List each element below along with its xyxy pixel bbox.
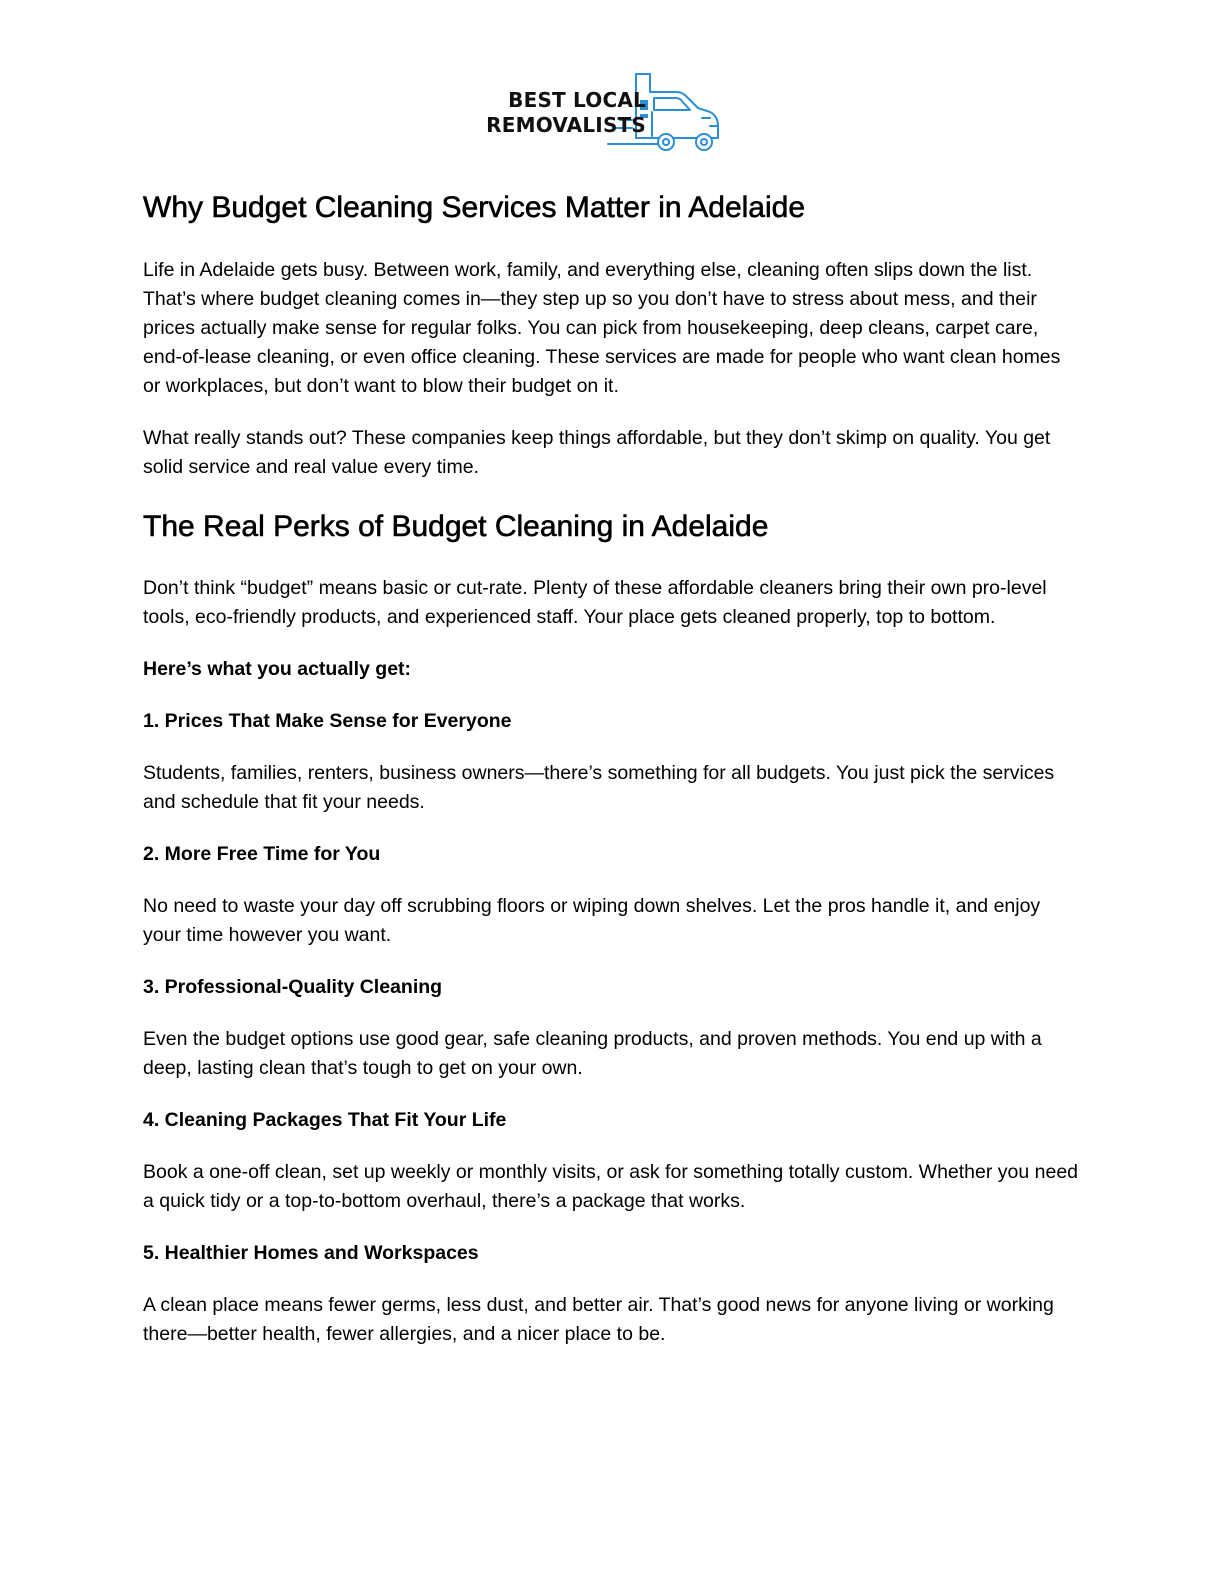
logo-wordmark: [478, 88, 646, 138]
perk-title-1: 1. Prices That Make Sense for Everyone: [143, 710, 512, 732]
perks-intro: Here’s what you actually get:: [143, 658, 412, 680]
perks-paragraph: Don’t think “budget” means basic or cut-rate. Plenty of these affordable cleaners bring their own pro-level tools, eco-friendly products, and experienced staff. Your place gets cleaned properly, top to bottom.: [143, 577, 1047, 628]
brand-logo: [478, 70, 734, 156]
perk-body-5: A clean place means fewer germs, less dust, and better air. That’s good news for anyone living or working there—better health, fewer allergies, and a nicer place to be.: [143, 1294, 1054, 1345]
perk-title-4: 4. Cleaning Packages That Fit Your Life: [143, 1109, 507, 1131]
perk-title-2: 2. More Free Time for You: [143, 843, 381, 865]
perk-body-1: Students, families, renters, business owners—there’s something for all budgets. You just pick the services and schedule that fit your needs.: [143, 762, 1055, 813]
logo-line-1: BEST LOCAL: [508, 88, 646, 112]
perk-title-3: 3. Professional-Quality Cleaning: [143, 976, 443, 998]
perk-body-2: No need to waste your day off scrubbing floors or wiping down shelves. Let the pros handle it, and enjoy your time however you want.: [143, 895, 1041, 946]
section-heading-perks: The Real Perks of Budget Cleaning in Adelaide: [143, 510, 769, 543]
section-heading-why: Why Budget Cleaning Services Matter in Adelaide: [143, 191, 806, 224]
intro-paragraph-1: Life in Adelaide gets busy. Between work, family, and everything else, cleaning often slips down the list. That’s where budget cleaning comes in—they step up so you don’t have to stress about mess, and their prices actually make sense for regular folks. You can pick from housekeeping, deep cleans, carpet care, end-of-lease cleaning, or even office cleaning. These services are made for people who want clean homes or workplaces, but don’t want to blow their budget on it.: [143, 259, 1061, 397]
article-body: [143, 186, 1078, 1372]
perk-title-5: 5. Healthier Homes and Workspaces: [143, 1242, 479, 1264]
intro-paragraph-2: What really stands out? These companies keep things affordable, but they don’t skimp on quality. You get solid service and real value every time.: [143, 427, 1051, 478]
perk-body-3: Even the budget options use good gear, safe cleaning products, and proven methods. You end up with a deep, lasting clean that’s tough to get on your own.: [143, 1028, 1042, 1079]
perk-body-4: Book a one-off clean, set up weekly or monthly visits, or ask for something totally custom. Whether you need a quick tidy or a top-to-bottom overhaul, there’s a package that works.: [143, 1161, 1079, 1212]
logo-line-2: REMOVALISTS: [486, 113, 646, 137]
